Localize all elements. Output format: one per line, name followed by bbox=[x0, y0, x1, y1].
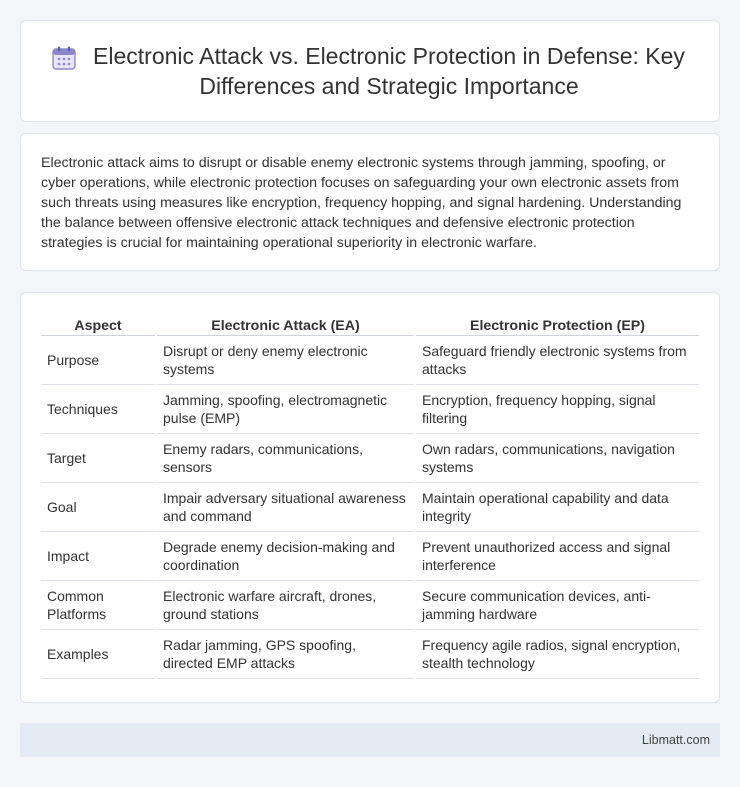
table-row bbox=[41, 581, 699, 630]
intro-paragraph: Electronic attack aims to disrupt or disable enemy electronic systems through jamming, spoofing, or cyber operations, while electronic protection focuses on safeguarding your own electronic assets from such threats using measures like encryption, frequency hopping, and signal hardening. Understanding the balance between offensive electronic attack techniques and defensive electronic protection strategies is crucial for maintaining operational superiority in electronic warfare. bbox=[41, 155, 682, 251]
cell-ea: Degrade enemy decision-making and coordination bbox=[157, 532, 414, 581]
comparison-table-card bbox=[20, 292, 720, 703]
table-row bbox=[41, 434, 699, 483]
cell-ea: Enemy radars, communications, sensors bbox=[157, 434, 414, 483]
footer-site-label: Libmatt.com bbox=[641, 733, 710, 747]
table-row bbox=[41, 630, 699, 679]
column-header-ea: Electronic Attack (EA) bbox=[157, 313, 414, 336]
cell-ep: Own radars, communications, navigation systems bbox=[416, 434, 699, 483]
cell-ep: Secure communication devices, anti-jamming hardware bbox=[416, 581, 699, 630]
table-header-row bbox=[41, 313, 699, 336]
header-inner bbox=[51, 41, 689, 101]
cell-aspect: Common Platforms bbox=[41, 581, 155, 630]
cell-ep: Encryption, frequency hopping, signal filtering bbox=[416, 385, 699, 434]
cell-ea: Jamming, spoofing, electromagnetic pulse (EMP) bbox=[157, 385, 414, 434]
intro-card bbox=[20, 133, 720, 271]
footer-bar bbox=[20, 723, 720, 757]
cell-ep: Maintain operational capability and data integrity bbox=[416, 483, 699, 532]
cell-aspect: Target bbox=[41, 434, 155, 483]
calendar-icon bbox=[51, 45, 77, 71]
cell-ep: Prevent unauthorized access and signal interference bbox=[416, 532, 699, 581]
column-header-ep: Electronic Protection (EP) bbox=[416, 313, 699, 336]
cell-ep: Safeguard friendly electronic systems from attacks bbox=[416, 336, 699, 385]
comparison-table bbox=[39, 313, 701, 679]
cell-aspect: Techniques bbox=[41, 385, 155, 434]
cell-aspect: Impact bbox=[41, 532, 155, 581]
table-row bbox=[41, 483, 699, 532]
cell-aspect: Goal bbox=[41, 483, 155, 532]
page-title: Electronic Attack vs. Electronic Protection in Defense: Key Differences and Strategic Importance bbox=[93, 43, 685, 99]
cell-ea: Impair adversary situational awareness and command bbox=[157, 483, 414, 532]
table-row bbox=[41, 532, 699, 581]
header-card bbox=[20, 20, 720, 122]
table-row bbox=[41, 385, 699, 434]
cell-ep: Frequency agile radios, signal encryption, stealth technology bbox=[416, 630, 699, 679]
cell-ea: Disrupt or deny enemy electronic systems bbox=[157, 336, 414, 385]
column-header-aspect: Aspect bbox=[41, 313, 155, 336]
table-row bbox=[41, 336, 699, 385]
cell-ea: Electronic warfare aircraft, drones, ground stations bbox=[157, 581, 414, 630]
cell-ea: Radar jamming, GPS spoofing, directed EMP attacks bbox=[157, 630, 414, 679]
cell-aspect: Examples bbox=[41, 630, 155, 679]
cell-aspect: Purpose bbox=[41, 336, 155, 385]
